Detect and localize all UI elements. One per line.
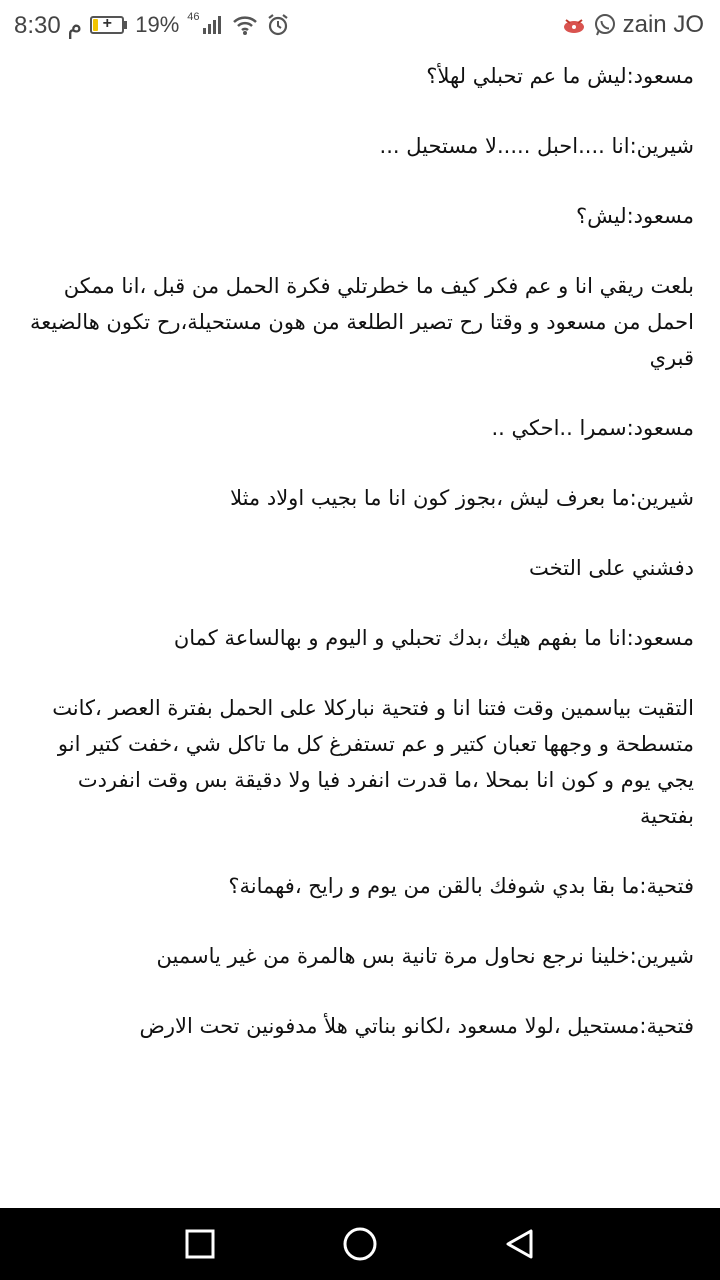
signal-icon — [187, 11, 223, 35]
status-left-group — [14, 0, 290, 50]
paragraph: بلعت ريقي انا و عم فكر كيف ما خطرتلي فكرة الحمل من قبل ،انا ممكن احمل من مسعود و وقتا رح تصير الطلعة من هون مستحيلة،رح تكون هالضيعة قبري — [29, 274, 694, 370]
paragraph: فتحية:مستحيل ،لولا مسعود ،لكانو بناتي هلأ مدفونين تحت الارض — [139, 1014, 694, 1038]
paragraph: التقيت بياسمين وقت فتنا انا و فتحية نباركلا على الحمل بفترة العصر ،كانت متسطحة و وجهها تعبان كتير و عم تستفرغ كل ما تاكل شي ،خفت كتير انو يجي يوم و كون انا بمحلا ،ما قدرت انفرد فيا ولا دقيقة بس وقت انفردت بفتحية — [52, 696, 694, 828]
wifi-icon — [232, 14, 258, 36]
network-type-label: 46 — [187, 11, 200, 23]
paragraph: مسعود:انا ما بفهم هيك ،بدك تحبلي و اليوم و بهالساعة كمان — [173, 626, 694, 650]
paragraph: مسعود:ليش؟ — [575, 204, 694, 228]
reading-area[interactable] — [0, 52, 720, 1202]
alarm-icon — [266, 13, 290, 37]
battery-percent: 19% — [135, 12, 180, 37]
circle-icon — [342, 1226, 378, 1262]
battery-icon: + — [90, 16, 127, 34]
status-right-group — [561, 0, 704, 50]
paragraph: شيرين:خلينا نرجع نحاول مرة تانية بس هالمرة من غير ياسمين — [156, 944, 694, 968]
paragraph: مسعود:سمرا ..احكي .. — [491, 416, 694, 440]
paragraph: دفشني على التخت — [528, 556, 694, 580]
home-button[interactable] — [334, 1218, 386, 1270]
paragraph: فتحية:ما بقا بدي شوفك بالقن من يوم و رايح ،فهمانة؟ — [228, 874, 694, 898]
paragraph: شيرين:انا ....احبل .....لا مستحيل ... — [379, 134, 694, 158]
paragraph: شيرين:ما بعرف ليش ،بجوز كون انا ما بجيب اولاد مثلا — [230, 486, 694, 510]
navigation-bar — [0, 1208, 720, 1280]
carrier-name: zain JO — [622, 11, 704, 38]
story-text — [0, 52, 720, 1044]
paragraph: مسعود:ليش ما عم تحبلي لهلأ؟ — [426, 64, 694, 88]
back-button[interactable] — [494, 1218, 546, 1270]
square-icon — [184, 1228, 216, 1260]
back-triangle-icon — [504, 1228, 536, 1260]
recents-button[interactable] — [174, 1218, 226, 1270]
app-notification-icon — [561, 14, 587, 36]
clock: 8:30 م — [14, 11, 83, 39]
status-bar — [0, 0, 720, 50]
whatsapp-icon — [593, 13, 617, 37]
